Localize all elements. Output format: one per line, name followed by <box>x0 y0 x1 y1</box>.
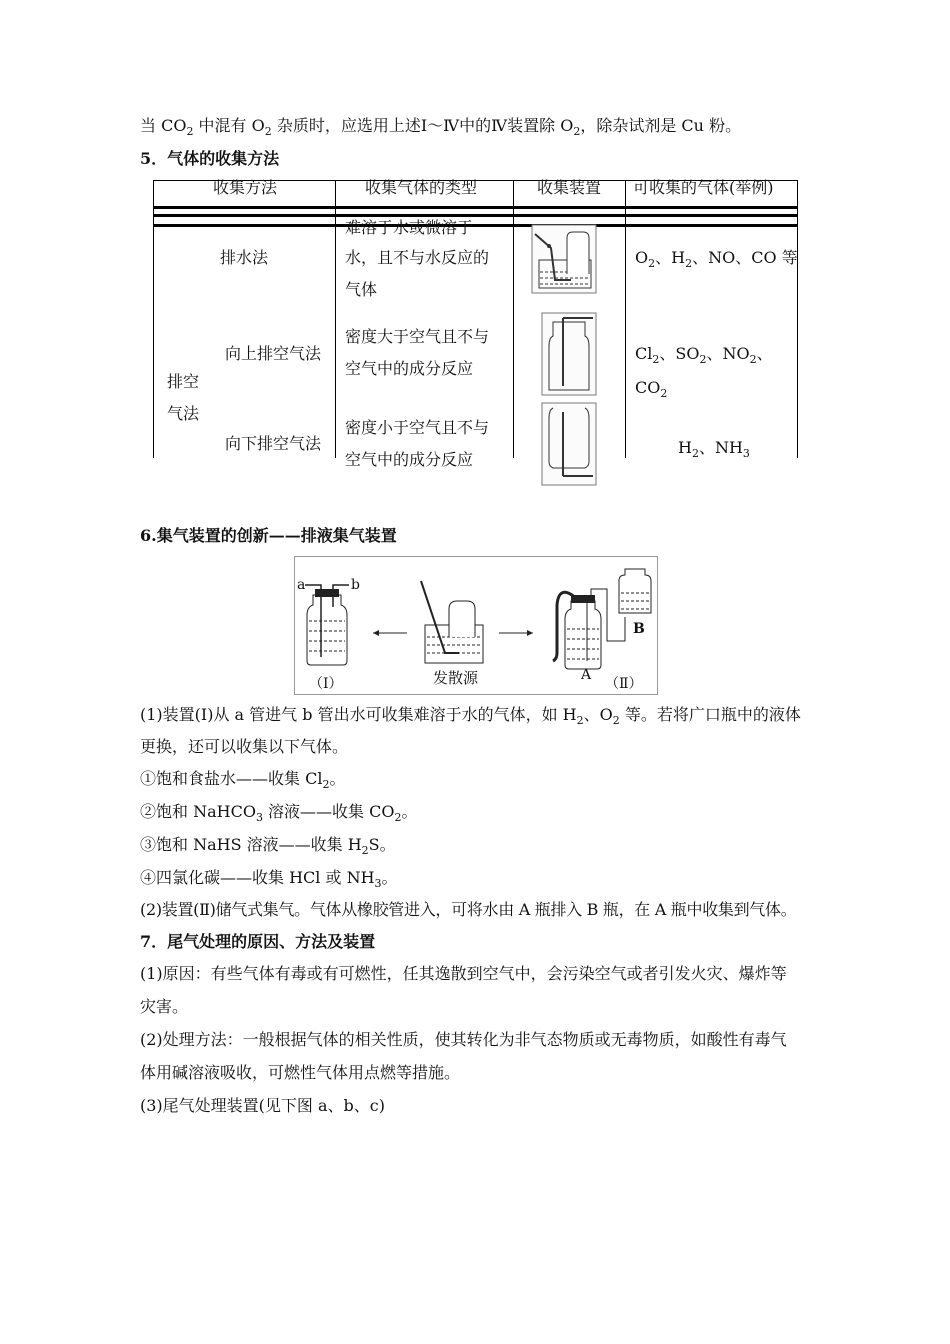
table-border <box>513 180 514 458</box>
reason-line: 灾害。 <box>140 997 189 1016</box>
text-fragment: ①饱和食盐水——收集 Cl <box>140 769 323 788</box>
text-fragment: S。 <box>368 835 396 854</box>
subscript: 2 <box>573 125 581 138</box>
text-fragment: Cl <box>635 344 653 363</box>
table-border <box>153 224 798 227</box>
subscript: 2 <box>361 844 369 857</box>
reason-line: (1)原因：有些气体有毒或有可燃性，任其逸散到空气中，会污染空气或者引发火灾、爆炸等 <box>140 964 787 983</box>
example-gases <box>635 242 798 276</box>
text-fragment: 、SO <box>659 344 700 363</box>
example-gases <box>678 432 750 466</box>
table-border <box>335 180 336 458</box>
water-displacement-apparatus-icon <box>531 224 597 294</box>
table-header: 收集装置 <box>537 178 602 197</box>
example-gases <box>635 338 798 406</box>
text-fragment: 。 <box>401 802 418 821</box>
subscript: 2 <box>394 811 402 824</box>
text-fragment: 。 <box>329 769 346 788</box>
table-border <box>797 180 798 458</box>
method-upward-air: 向上排空气法 <box>225 344 322 363</box>
gas-type-line: 空气中的成分反应 <box>345 450 474 469</box>
paragraph-1-line: 更换，还可以收集以下气体。 <box>140 737 349 756</box>
subscript: 2 <box>749 353 757 366</box>
subscript: 3 <box>255 811 263 824</box>
paragraph-2: (2)装置(Ⅱ)储气式集气。气体从橡胶管进入，可将水由 A 瓶排入 B 瓶，在 A 瓶中收集到气体。 <box>140 900 797 919</box>
table-border <box>153 206 798 209</box>
list-item <box>140 800 820 826</box>
text-fragment: 溶液——收集 CO <box>262 802 395 821</box>
text-fragment: ④四氯化碳——收集 HCl 或 NH <box>140 868 375 887</box>
label-figure-II: （Ⅱ） <box>605 676 643 692</box>
gas-type-line: 密度小于空气且不与 <box>345 418 490 437</box>
text-fragment: 、NH <box>698 438 743 457</box>
label-source: 发散源 <box>433 669 479 687</box>
text-fragment: ，除杂试剂是 Cu 粉。 <box>580 116 742 135</box>
subscript: 3 <box>742 447 750 460</box>
method-line: (2)处理方法：一般根据气体的相关性质，使其转化为非气态物质或无毒物质，如酸性有毒气 <box>140 1030 787 1049</box>
upward-air-apparatus-icon <box>541 312 597 396</box>
apparatus-line: (3)尾气处理装置(见下图 a、b、c) <box>140 1096 385 1115</box>
subscript: 3 <box>374 877 382 890</box>
label-a: a <box>297 577 306 593</box>
text-fragment: (1)装置(Ⅰ)从 a 管进气 b 管出水可收集难溶于水的气体，如 H <box>140 705 577 724</box>
list-item <box>140 833 820 859</box>
text-fragment: 。 <box>381 868 398 887</box>
list-item <box>140 866 820 892</box>
gas-type-line: 难溶于水或微溶于 <box>345 218 474 237</box>
section-5-title: 5．气体的收集方法 <box>140 149 280 168</box>
group-label-line: 排空 <box>167 372 200 391</box>
label-figure-I: （Ⅰ） <box>309 676 343 692</box>
section-6-title: 6.集气装置的创新——排液集气装置 <box>140 526 397 545</box>
subscript: 2 <box>648 257 656 270</box>
text-fragment: 、NO <box>706 344 750 363</box>
subscript: 2 <box>691 447 699 460</box>
intro-line <box>140 114 820 140</box>
text-fragment: 杂质时，应选用上述Ⅰ～Ⅳ中的Ⅳ装置除 O <box>271 116 574 135</box>
table-border <box>625 180 626 458</box>
text-fragment: 、O <box>583 705 613 724</box>
gas-type-line: 气体 <box>345 280 378 299</box>
subscript: 2 <box>699 353 707 366</box>
method-downward-air: 向下排空气法 <box>225 434 322 453</box>
paragraph-1-line <box>140 703 820 729</box>
method-line: 体用碱溶液吸收，可燃性气体用点燃等措施。 <box>140 1063 461 1082</box>
gas-type-line: 密度大于空气且不与 <box>345 327 490 346</box>
collection-methods-table <box>153 178 798 469</box>
table-header: 收集气体的类型 <box>365 178 478 197</box>
gas-type-line: 水，且不与水反应的 <box>345 248 490 267</box>
subscript: 2 <box>576 714 584 727</box>
liquid-displacement-figure <box>294 556 658 695</box>
text-fragment: H <box>678 438 692 457</box>
text-fragment: 、CO <box>635 344 773 397</box>
subscript: 2 <box>186 125 194 138</box>
subscript: 2 <box>612 714 620 727</box>
subscript: 2 <box>322 778 330 791</box>
list-item <box>140 767 820 793</box>
label-bottle-B: B <box>633 621 645 637</box>
text-fragment: ③饱和 NaHS 溶液——收集 H <box>140 835 362 854</box>
table-header: 收集方法 <box>213 178 278 197</box>
text-fragment: 等。若将广口瓶中的液体 <box>619 705 801 724</box>
table-border <box>153 180 154 458</box>
text-fragment: 、NO、CO 等 <box>692 248 798 267</box>
method-water-displacement: 排水法 <box>220 248 269 267</box>
subscript: 2 <box>660 387 668 400</box>
label-b: b <box>351 577 360 593</box>
text-fragment: ②饱和 NaHCO <box>140 802 256 821</box>
gas-type-line: 空气中的成分反应 <box>345 359 474 378</box>
subscript: 2 <box>264 125 272 138</box>
text-fragment: 中混有 O <box>193 116 265 135</box>
subscript: 2 <box>652 353 660 366</box>
text-fragment: O <box>635 248 649 267</box>
downward-air-apparatus-icon <box>541 402 597 486</box>
table-header: 可收集的气体(举例) <box>633 178 774 197</box>
label-bottle-A: A <box>581 667 592 683</box>
text-fragment: 当 CO <box>140 116 187 135</box>
group-label-line: 气法 <box>167 404 200 423</box>
table-border <box>153 214 798 217</box>
text-fragment: 、H <box>655 248 686 267</box>
section-7-title: 7．尾气处理的原因、方法及装置 <box>140 932 376 951</box>
subscript: 2 <box>685 257 693 270</box>
